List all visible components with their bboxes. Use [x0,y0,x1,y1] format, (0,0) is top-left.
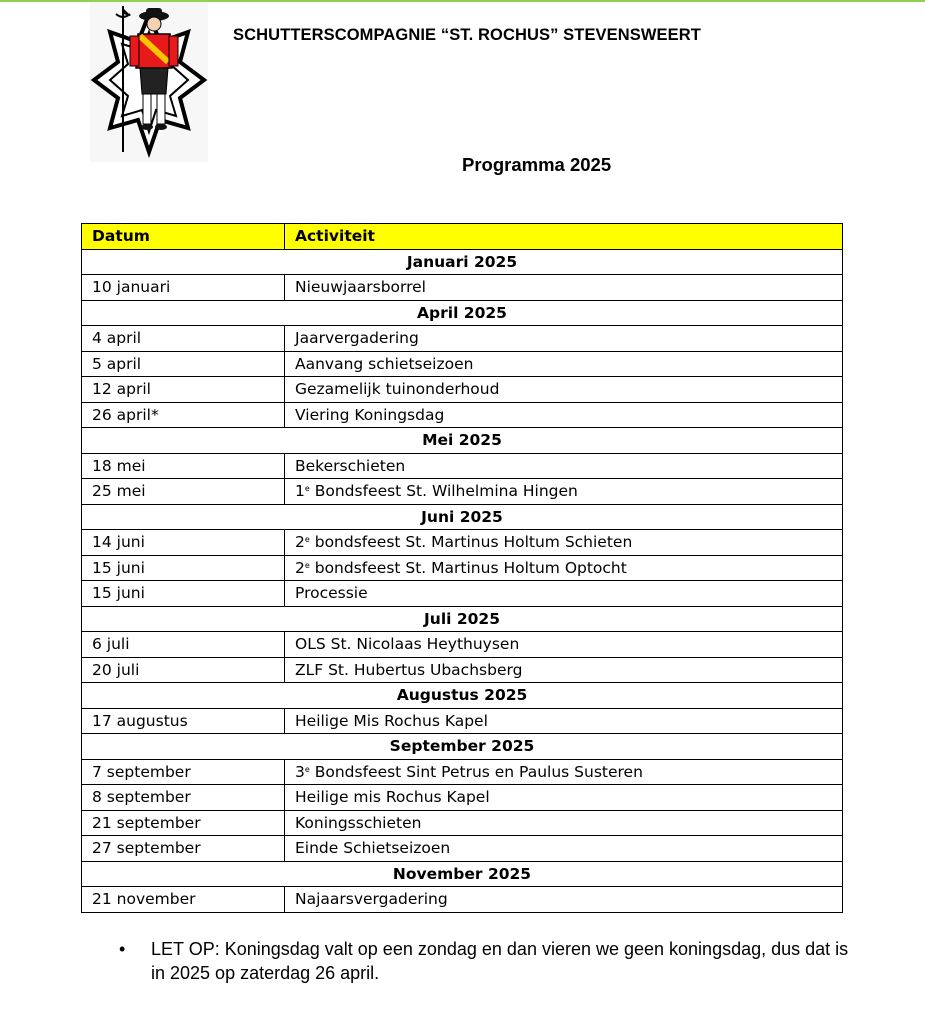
activity-cell: OLS St. Nicolaas Heythuysen [285,632,843,658]
activity-cell: Processie [285,581,843,607]
activity-text: Bondsfeest St. Wilhelmina Hingen [309,482,578,501]
date-cell: 25 mei [82,479,285,505]
table-row [82,530,843,556]
activity-cell: Aanvang schietseizoen [285,351,843,377]
table-row [82,759,843,785]
ordinal-suffix: e [304,764,310,774]
activity-cell [285,530,843,556]
ordinal-suffix: e [304,484,310,494]
table-row [82,887,843,913]
ordinal-number: 1 [295,482,305,501]
table-row [82,453,843,479]
program-table [81,223,843,913]
month-heading: September 2025 [82,734,843,760]
column-header-date: Datum [82,224,285,250]
month-heading: Juni 2025 [82,504,843,530]
table-row [82,632,843,658]
schutter-emblem-icon [90,2,208,162]
month-row [82,504,843,530]
month-row [82,300,843,326]
month-heading: November 2025 [82,861,843,887]
ordinal-suffix: e [304,560,310,570]
date-cell: 4 april [82,326,285,352]
table-row [82,785,843,811]
activity-text: bondsfeest St. Martinus Holtum Optocht [309,558,627,577]
date-cell: 5 april [82,351,285,377]
date-cell: 7 september [82,759,285,785]
activity-cell: Bekerschieten [285,453,843,479]
activity-cell: Koningsschieten [285,810,843,836]
date-cell: 20 juli [82,657,285,683]
activity-cell [285,479,843,505]
date-cell: 12 april [82,377,285,403]
table-row [82,836,843,862]
note-text: LET OP: Koningsdag valt op een zondag en dan vieren we geen koningsdag, dus dat is in 2025 op zaterdag 26 april. [151,939,849,983]
table-row [82,275,843,301]
activity-cell: Jaarvergadering [285,326,843,352]
date-cell: 26 april* [82,402,285,428]
activity-text: bondsfeest St. Martinus Holtum Schieten [309,533,633,552]
ordinal-suffix: e [304,535,310,545]
table-row [82,581,843,607]
month-row [82,428,843,454]
table-row [82,377,843,403]
activity-cell [285,555,843,581]
date-cell: 10 januari [82,275,285,301]
month-heading: Augustus 2025 [82,683,843,709]
date-cell: 14 juni [82,530,285,556]
month-row [82,734,843,760]
date-cell: 15 juni [82,555,285,581]
month-row [82,249,843,275]
program-table-body [82,249,843,912]
date-cell: 15 juni [82,581,285,607]
ordinal-number: 3 [295,762,305,781]
date-cell: 8 september [82,785,285,811]
activity-cell: ZLF St. Hubertus Ubachsberg [285,657,843,683]
activity-cell: Viering Koningsdag [285,402,843,428]
table-row [82,326,843,352]
activity-cell: Nieuwjaarsborrel [285,275,843,301]
month-heading: Juli 2025 [82,606,843,632]
activity-cell: Najaarsvergadering [285,887,843,913]
column-header-activity: Activiteit [285,224,843,250]
activity-cell: Heilige Mis Rochus Kapel [285,708,843,734]
ordinal-number: 2 [295,533,305,552]
bullet-icon: • [119,939,126,959]
date-cell: 21 september [82,810,285,836]
activity-text: Bondsfeest Sint Petrus en Paulus Susteren [309,762,643,781]
date-cell: 6 juli [82,632,285,658]
date-cell: 21 november [82,887,285,913]
date-cell: 27 september [82,836,285,862]
activity-cell: Heilige mis Rochus Kapel [285,785,843,811]
table-row [82,810,843,836]
date-cell: 18 mei [82,453,285,479]
table-header-row [82,224,843,250]
month-row [82,861,843,887]
activity-cell: Einde Schietseizoen [285,836,843,862]
table-row [82,402,843,428]
activity-cell [285,759,843,785]
month-row [82,683,843,709]
month-heading: Januari 2025 [82,249,843,275]
ordinal-number: 2 [295,558,305,577]
table-row [82,555,843,581]
month-row [82,606,843,632]
note-list-item [119,937,849,985]
date-cell: 17 augustus [82,708,285,734]
table-row [82,351,843,377]
month-heading: April 2025 [82,300,843,326]
organization-name: SCHUTTERSCOMPAGNIE “ST. ROCHUS” STEVENSWEERT [233,26,701,44]
page-title: Programma 2025 [462,154,612,175]
table-row [82,708,843,734]
month-heading: Mei 2025 [82,428,843,454]
table-row [82,479,843,505]
activity-cell: Gezamelijk tuinonderhoud [285,377,843,403]
table-row [82,657,843,683]
